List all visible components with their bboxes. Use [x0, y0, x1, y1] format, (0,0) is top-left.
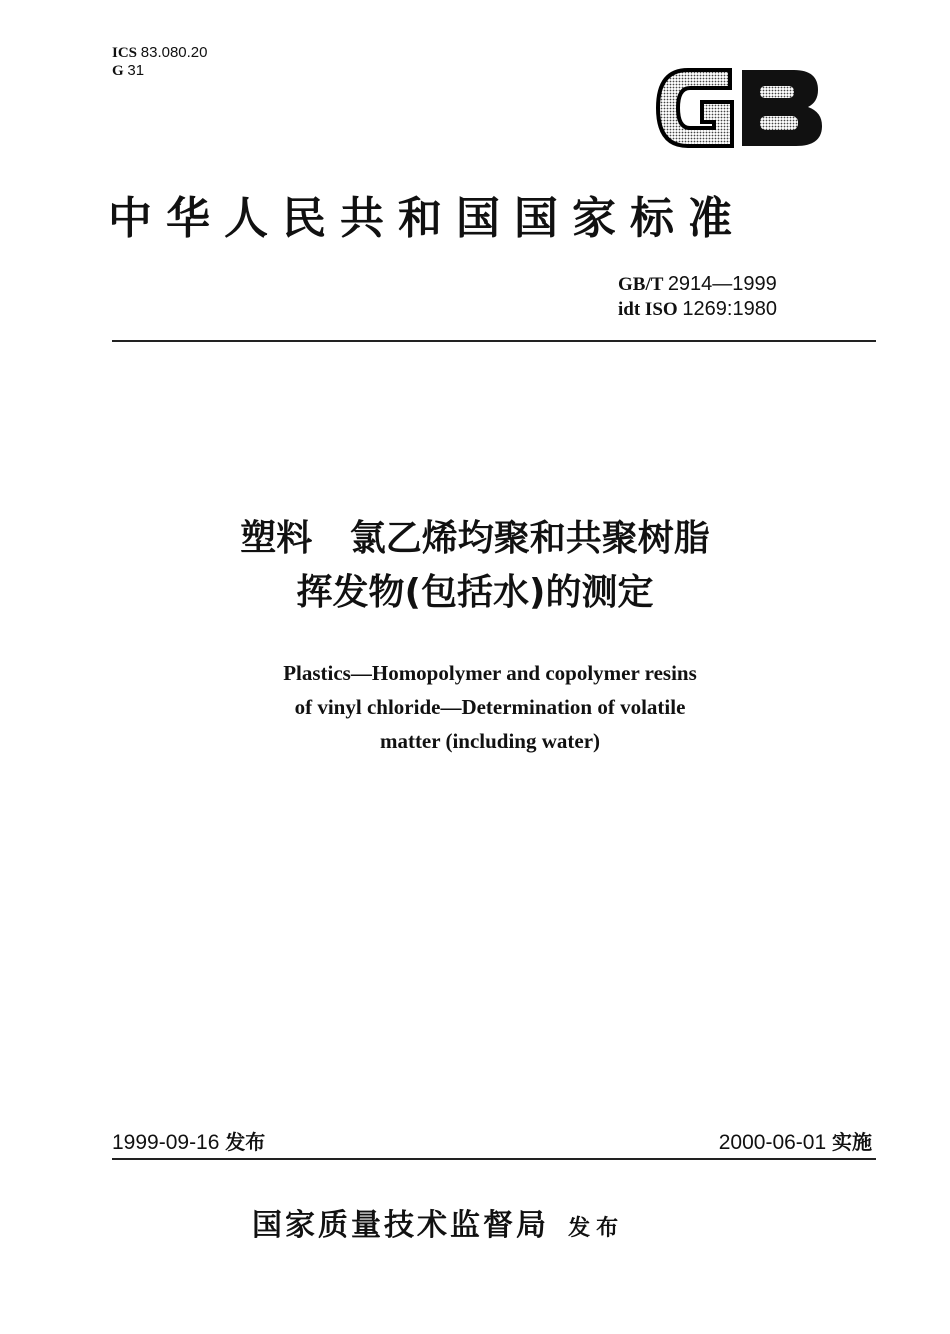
english-title [0, 656, 950, 758]
top-divider [112, 340, 876, 342]
gb-logo [654, 62, 826, 154]
bottom-divider [112, 1158, 876, 1160]
standard-number: 2914—1999 [667, 273, 777, 295]
ccs-code-line [112, 62, 208, 80]
standard-number-line [618, 272, 777, 297]
issue-date: 1999-09-16 [112, 1131, 220, 1154]
english-title-line-3: matter (including water) [379, 729, 601, 753]
english-title-line-2: of vinyl chloride—Determination of volatile [294, 695, 686, 719]
implementation-label: 实施 [832, 1130, 872, 1154]
issue-label: 发布 [225, 1130, 266, 1154]
implementation-date-block [719, 1126, 872, 1155]
english-title-line-1: Plastics—Homopolymer and copolymer resins [283, 661, 697, 685]
ics-label: ICS [112, 45, 138, 61]
chinese-title [0, 512, 950, 620]
ics-code-line [112, 44, 208, 62]
implementation-date: 2000-06-01 [718, 1131, 827, 1154]
ccs-code: 31 [127, 62, 145, 79]
classification-codes [112, 44, 208, 80]
idt-number: 1269:1980 [682, 298, 777, 320]
ics-code: 83.080.20 [140, 44, 208, 61]
standard-number-prefix: GB/T [618, 274, 664, 295]
standard-number-block [618, 272, 777, 322]
chinese-title-line-2: 挥发物(包括水)的测定 [296, 572, 654, 613]
ccs-label: G [112, 63, 124, 79]
idt-line [618, 297, 777, 322]
publisher-block [252, 1200, 624, 1244]
idt-prefix: idt ISO [618, 299, 678, 320]
national-standard-title: 中华人民共和国国家标准 [108, 193, 746, 244]
publisher-action: 发布 [568, 1215, 625, 1241]
issue-date-block [112, 1126, 265, 1155]
chinese-title-line-1: 塑料 氯乙烯均聚和共聚树脂 [240, 518, 710, 559]
publisher-org: 国家质量技术监督局 [252, 1208, 549, 1243]
